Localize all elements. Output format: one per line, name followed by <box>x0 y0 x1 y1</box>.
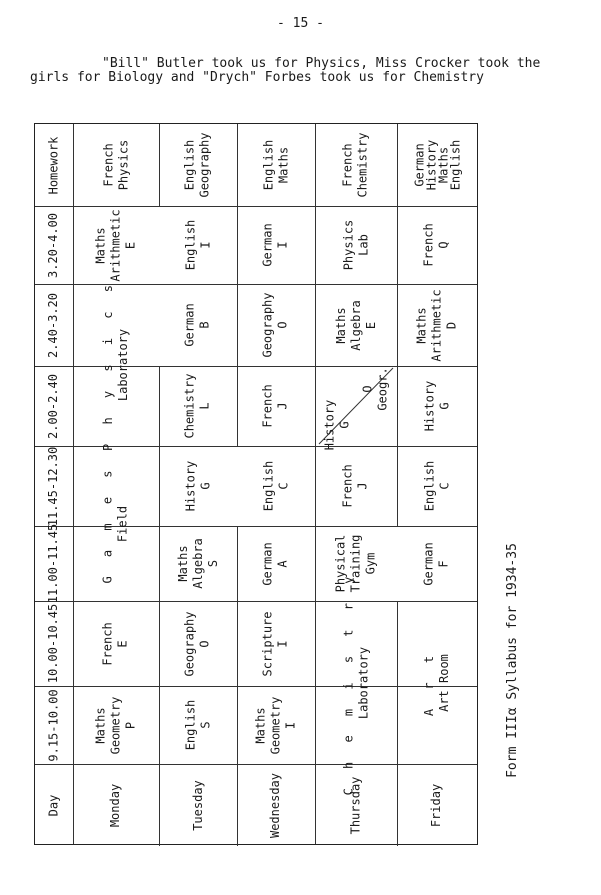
monday-physics-text <box>101 279 131 451</box>
subject: French <box>100 143 115 187</box>
subject-detail: Arithmetic <box>108 208 123 282</box>
thursday-homework-text <box>341 132 371 197</box>
room: G <box>197 482 212 490</box>
friday-p4 <box>397 446 477 526</box>
wednesday-p2 <box>237 601 315 686</box>
subject: German <box>260 541 275 586</box>
monday-p2 <box>73 601 159 686</box>
room: Laboratory <box>356 646 371 719</box>
room: E <box>363 321 378 329</box>
subject-detail: Geometry <box>268 696 283 754</box>
header-period-4-label: 11.45-12.30 <box>46 446 61 526</box>
room: E <box>115 639 130 648</box>
tuesday-p2 <box>159 601 237 686</box>
subject: Scripture <box>261 610 275 677</box>
subject: German <box>260 223 275 267</box>
subject: Maths <box>93 706 108 744</box>
friday-p6-text <box>415 289 460 361</box>
wednesday-homework <box>237 124 315 206</box>
subject: History <box>182 460 197 512</box>
subject: English <box>260 139 275 191</box>
friday-art <box>397 601 477 764</box>
thursday-p7-text <box>341 220 371 271</box>
subject: A r t <box>422 649 436 716</box>
tuesday-homework-text <box>183 132 213 197</box>
room: O <box>198 639 212 648</box>
subject: French <box>100 621 115 666</box>
intro-line-1: "Bill" Butler took us for Physics, Miss Crocker took the <box>102 56 541 71</box>
subject: French <box>260 384 275 428</box>
friday-p4-text <box>422 461 452 512</box>
subject: Maths <box>275 146 290 184</box>
header-homework-label: Homework <box>46 136 61 194</box>
room: E <box>123 241 138 249</box>
thursday-p6 <box>315 284 397 366</box>
subject: Geography <box>261 292 275 358</box>
friday-p5-text <box>422 381 452 432</box>
subject: English <box>260 460 275 512</box>
tuesday-p4 <box>159 446 237 526</box>
subject: Geography <box>183 610 197 677</box>
wednesday-p2-text <box>261 611 291 676</box>
tuesday-day-label: Tuesday <box>190 779 205 831</box>
subject: Maths <box>93 226 108 264</box>
page-number: - 15 - <box>277 16 324 31</box>
header-homework <box>35 124 73 206</box>
subject: Maths <box>414 306 429 344</box>
thursday-chemistry <box>315 570 397 795</box>
friday-homework-text <box>413 140 461 191</box>
header-day-label: Day <box>46 794 61 816</box>
thursday-day-label: Thursday <box>348 776 363 834</box>
friday-art-text <box>422 649 452 715</box>
subject: Training <box>348 534 363 593</box>
room: J <box>275 402 290 410</box>
wednesday-p1-text <box>253 696 298 754</box>
wednesday-p6-text <box>261 292 291 357</box>
room: B <box>197 321 212 329</box>
tuesday-p6 <box>159 284 237 366</box>
friday-day <box>397 764 477 846</box>
header-period-7 <box>35 206 73 284</box>
tuesday-homework <box>159 124 237 206</box>
header-period-3-label: 11.00-11.45 <box>46 523 61 604</box>
subject-detail: Geometry <box>108 696 123 754</box>
subject: G a m e s <box>101 463 115 584</box>
subject: C h e m i s t r y <box>341 570 356 795</box>
subject: French <box>341 143 355 187</box>
tuesday-p5-text <box>183 373 213 438</box>
header-period-1 <box>35 686 73 764</box>
subject: Chemistry <box>356 132 370 198</box>
room: I <box>275 241 290 249</box>
subject: French <box>421 223 436 267</box>
room: I <box>276 639 290 648</box>
wednesday-p5-text <box>261 384 291 427</box>
friday-homework <box>397 124 477 206</box>
subject: Maths <box>253 706 268 744</box>
wednesday-p3 <box>237 526 315 601</box>
thursday-p4 <box>315 446 397 526</box>
thursday-p5-geography-text <box>361 367 391 410</box>
subject: English <box>421 460 436 512</box>
tuesday-p5 <box>159 366 237 446</box>
subject: History <box>322 399 337 451</box>
subject: History <box>421 380 436 432</box>
tuesday-p7-text <box>183 220 213 271</box>
thursday-p5-geography <box>355 368 397 410</box>
syllabus-caption-text: Form IIIα Syllabus for 1934-35 <box>504 542 520 778</box>
subject: Geography <box>198 132 212 198</box>
tuesday-p3 <box>159 526 237 601</box>
subject: Geogr. <box>376 367 391 411</box>
wednesday-p4-text <box>261 461 291 512</box>
room: G <box>436 402 451 410</box>
monday-games-text <box>101 464 131 583</box>
room: G <box>337 421 352 429</box>
room: Lab <box>355 234 370 256</box>
thursday-chemistry-text <box>341 570 371 795</box>
room: O <box>361 385 376 393</box>
timetable <box>34 123 478 845</box>
monday-p1 <box>73 686 159 764</box>
subject: English <box>183 139 197 191</box>
wednesday-p1 <box>237 686 315 764</box>
room: P <box>123 721 138 729</box>
thursday-p5-history-text <box>322 400 352 451</box>
friday-p3 <box>397 526 477 601</box>
room: J <box>355 482 370 490</box>
monday-physics <box>73 279 159 451</box>
tuesday-p6-text <box>183 303 213 346</box>
subject: Physical <box>333 534 348 593</box>
subject: French <box>340 464 355 508</box>
wednesday-day-label: Wednesday <box>268 772 283 838</box>
thursday-p3-text <box>333 535 378 593</box>
subject: German <box>182 303 197 347</box>
room: F <box>436 559 451 568</box>
friday-p6 <box>397 284 477 366</box>
room: I <box>283 721 298 729</box>
room: Q <box>436 241 451 249</box>
thursday-p5-history <box>315 399 359 451</box>
subject: English <box>182 699 197 751</box>
header-period-6-label: 2.40-3.20 <box>46 292 61 358</box>
tuesday-p4-text <box>183 461 213 512</box>
wednesday-p4 <box>237 446 315 526</box>
header-period-7-label: 3.20-4.00 <box>46 212 61 278</box>
room: S <box>205 559 220 568</box>
friday-p7-text <box>422 223 452 266</box>
friday-p7 <box>397 206 477 284</box>
tuesday-p7 <box>159 206 237 284</box>
subject-detail: Algebra <box>190 538 205 589</box>
room: Field <box>116 505 130 542</box>
subject: Chemistry <box>183 373 197 439</box>
thursday-homework <box>315 124 397 206</box>
friday-p5 <box>397 366 477 446</box>
subject: History <box>423 139 438 191</box>
wednesday-p6 <box>237 284 315 366</box>
subject: German <box>411 143 426 187</box>
room: O <box>276 321 290 329</box>
thursday-p3 <box>315 526 397 601</box>
header-period-2 <box>35 601 73 686</box>
room: L <box>198 402 212 410</box>
room: Art Room <box>437 653 451 712</box>
wednesday-day <box>237 764 315 846</box>
tuesday-p3-text <box>175 538 220 589</box>
tuesday-p1 <box>159 686 237 764</box>
wednesday-p7-text <box>261 223 291 266</box>
syllabus-caption <box>492 510 532 810</box>
wednesday-p5 <box>237 366 315 446</box>
subject: Physics <box>115 139 130 191</box>
tuesday-p1-text <box>183 700 213 751</box>
wednesday-p3-text <box>261 542 291 585</box>
header-period-1-label: 9.15-10.00 <box>46 688 61 762</box>
thursday-p6-text <box>333 300 378 351</box>
wednesday-p7 <box>237 206 315 284</box>
intro-line-2: girls for Biology and "Drych" Forbes took us for Chemistry <box>30 70 484 85</box>
room: Gym <box>363 552 378 575</box>
subject: Maths <box>333 306 348 344</box>
monday-day <box>73 764 159 846</box>
subject: Maths <box>435 146 450 184</box>
header-period-5 <box>35 366 73 446</box>
room: S <box>197 721 212 729</box>
subject: P h y s i c s <box>101 279 116 451</box>
room: A <box>275 559 290 568</box>
subject: Physics <box>340 219 355 271</box>
tuesday-day <box>159 764 237 846</box>
subject-detail: Algebra <box>348 299 363 351</box>
monday-homework <box>73 124 159 206</box>
thursday-p7 <box>315 206 397 284</box>
subject: English <box>182 219 197 271</box>
subject-detail: Arithmetic <box>429 288 444 362</box>
monday-games <box>73 446 159 601</box>
subject: German <box>421 541 436 586</box>
friday-p3-text <box>422 542 452 585</box>
monday-p2-text <box>101 622 131 665</box>
room: I <box>197 241 212 249</box>
monday-p7 <box>73 206 159 284</box>
header-period-5-label: 2.00-2.40 <box>46 373 61 439</box>
room: C <box>275 482 290 490</box>
header-period-6 <box>35 284 73 366</box>
wednesday-homework-text <box>261 140 291 191</box>
thursday-p4-text <box>341 464 371 507</box>
header-period-3 <box>35 523 73 604</box>
intro-paragraph <box>30 57 570 85</box>
room: C <box>436 482 451 490</box>
room: D <box>444 321 459 329</box>
monday-homework-text <box>101 140 131 191</box>
room: Laboratory <box>116 328 131 402</box>
subject: English <box>447 139 462 191</box>
header-period-4 <box>35 446 73 526</box>
monday-p7-text <box>94 209 139 281</box>
subject: Maths <box>175 545 190 582</box>
monday-day-label: Monday <box>108 783 123 827</box>
monday-p1-text <box>93 696 138 754</box>
tuesday-p2-text <box>183 611 213 676</box>
header-period-2-label: 10.00-10.45 <box>46 603 61 684</box>
header-day <box>35 764 73 846</box>
friday-day-label: Friday <box>429 783 444 827</box>
